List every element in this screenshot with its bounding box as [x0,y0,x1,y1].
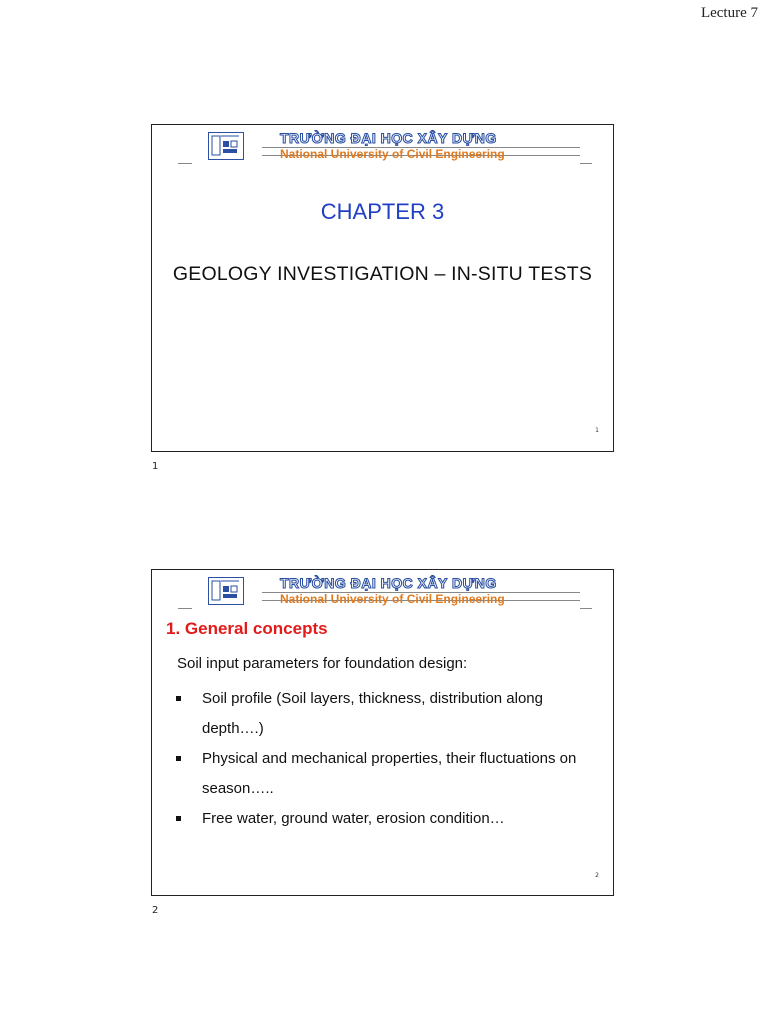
list-item [174,804,604,834]
slide-title: GEOLOGY INVESTIGATION – IN-SITU TESTS [172,263,593,285]
bullet-icon [176,816,181,821]
slide-header [152,570,613,616]
university-name-vn: TRƯỜNG ĐẠI HỌC XÂY DỰNG [280,130,497,146]
bullet-icon [176,696,181,701]
bullet-text: Soil profile (Soil layers, thickness, distribution along depth….) [202,690,543,737]
university-logo-icon [208,132,244,160]
bullet-list [174,684,604,834]
bullet-text: Physical and mechanical properties, their fluctuations on season….. [202,750,577,797]
bullet-text: Free water, ground water, erosion condition… [202,810,505,827]
lecture-label: Lecture 7 [700,5,758,21]
university-name-en: National University of Civil Engineering [280,147,505,161]
bullet-icon [176,756,181,761]
slide-corner-number: 1 [595,427,599,434]
intro-text: Soil input parameters for foundation design: [177,655,468,672]
chapter-title: CHAPTER 3 [320,199,445,224]
slide-1 [151,124,614,452]
university-name-vn: TRƯỜNG ĐẠI HỌC XÂY DỰNG [280,575,497,591]
list-item [174,744,604,804]
slide-2 [151,569,614,896]
slide-header [152,125,613,171]
university-logo-icon [208,577,244,605]
page-number: 2 [152,905,159,916]
university-name-en: National University of Civil Engineering [280,592,505,606]
slide-corner-number: 2 [595,872,599,879]
section-title: 1. General concepts [166,619,328,638]
page-number: 1 [152,461,159,472]
list-item [174,684,604,744]
